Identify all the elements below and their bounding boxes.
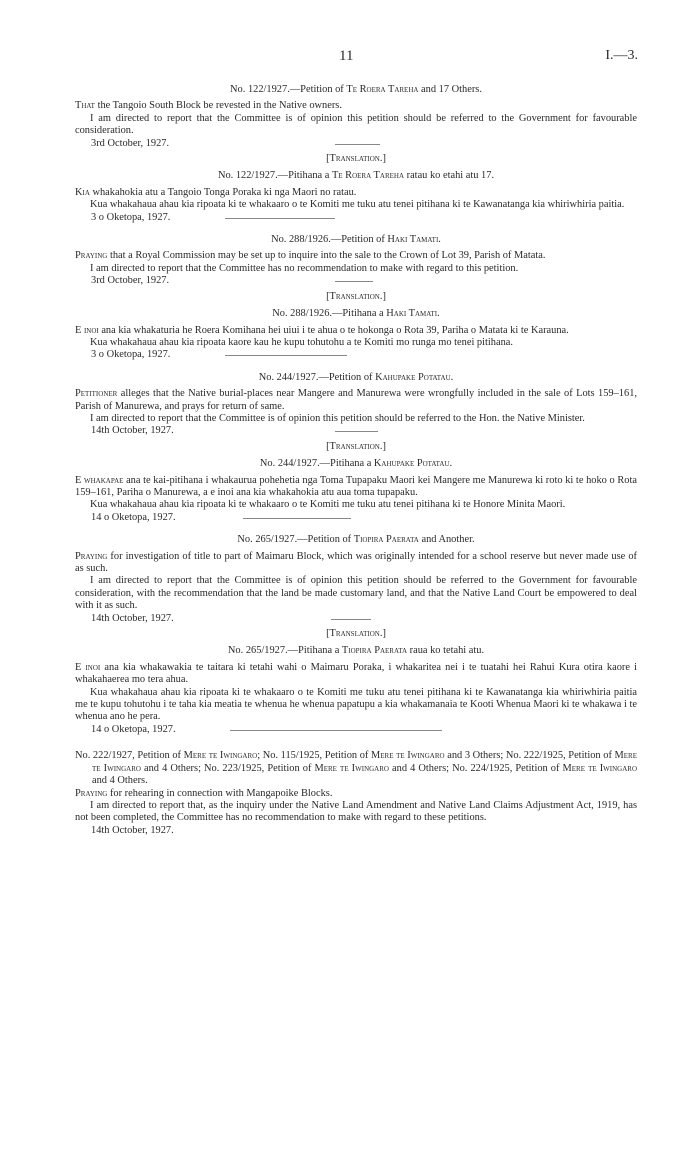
petition-title: No. 288/1926.—Petition of Haki Tamati. <box>271 234 441 246</box>
petition-prayer: Praying for rehearing in connection with Mangapoike Blocks. <box>75 787 333 799</box>
report-date: 14th October, 1927. <box>91 824 174 836</box>
committee-report: I am directed to report that the Committee is of opinion this petition should be referred to the Government for favourable consideration, with the recommendation that the land be made customary land, and that the Native Land Court be empowered to deal with it as such. <box>75 575 637 612</box>
report-date: 14th October, 1927. <box>75 425 637 437</box>
spacer <box>75 224 637 234</box>
translation-label: [Translation.] <box>326 153 386 165</box>
spacer <box>75 736 637 750</box>
petition-prayer: E whakapae ana te kai-pitihana i whakaurua pohehetia nga Toma Tupapaku Maori kei Mangere me Manurewa ki roto ki te hoko o Rota 159–161, Pariha o Manurewa, a e inoi ana kia whakahokia atu aua toma tupapaku. <box>75 474 637 498</box>
divider-rule <box>335 281 373 282</box>
petition-244-1927 <box>75 372 637 438</box>
report-date: 14 o Oketopa, 1927. <box>75 512 637 524</box>
translation-244-1927 <box>75 441 637 524</box>
divider-rule <box>225 355 347 356</box>
petition-prayer: E inoi ana kia whakawakia te taitara ki tetahi wahi o Maimaru Poraka, i whakaritea nei i te tuatahi hei Rahui Kura otira kaore i whakahaerea mo tera ahua. <box>75 661 637 686</box>
petition-title: No. 265/1927.—Petition of Tiopira Paerata and Another. <box>237 534 475 546</box>
page-header <box>0 50 700 70</box>
committee-report: Kua whakahaua ahau kia ripoata kaore kau he kupu tohutohu a te Komiti mo runga mo tenei pitihana. <box>90 336 513 348</box>
report-date: 3rd October, 1927. <box>75 275 637 287</box>
report-date: 3rd October, 1927. <box>75 138 637 150</box>
divider-rule <box>230 730 442 731</box>
committee-report: I am directed to report that the Committee is of opinion this petition should be referred to the Hon. the Native Minister. <box>90 412 585 424</box>
petition-122-1927 <box>75 84 637 150</box>
petition-prayer: That the Tangoio South Block be revested in the Native owners. <box>75 100 342 112</box>
report-date: 14 o Oketopa, 1927. <box>75 724 637 736</box>
committee-report: I am directed to report that the Committee has no recommendation to make with regard to this petition. <box>90 262 519 274</box>
petition-prayer: Petitioner alleges that the Native burial-places near Mangere and Manurewa were wrongfully included in the sale of Lots 159–161, Parish of Manurewa, and prays for return of same. <box>75 388 637 412</box>
translation-122-1927 <box>75 153 637 224</box>
translation-label: [Translation.] <box>326 628 386 640</box>
divider-rule <box>331 619 371 620</box>
translation-288-1926 <box>75 291 637 362</box>
report-date: 3 o Oketopa, 1927. <box>75 212 637 224</box>
divider-rule <box>225 218 335 219</box>
report-date: 3 o Oketopa, 1927. <box>75 349 637 361</box>
committee-report: Kua whakahaua ahau kia ripoata ki te whakaaro o te Komiti me tuku atu tenei pitihana ki te Kawanatanga kia whiriwhiria paitia. <box>90 199 625 211</box>
divider-rule <box>335 431 378 432</box>
translation-label: [Translation.] <box>326 290 386 302</box>
petitions-body <box>75 84 637 837</box>
petition-prayer: E inoi ana kia whakaturia he Roera Komihana hei uiui i te ahua o te hokonga o Rota 39, Pariha o Matata ki te Karauna. <box>75 324 569 336</box>
petition-prayer: Praying for investigation of title to part of Maimaru Block, which was originally intended for a school reserve but never made use of as such. <box>75 550 637 574</box>
petition-title: No. 265/1927.—Pitihana a Tiopira Paerata raua ko tetahi atu. <box>227 645 485 657</box>
petition-title: No. 222/1927, Petition of Mere te Iwingaro; No. 115/1925, Petition of Mere te Iwingaro and 3 Others; No. 222/1925, Petition of Mere te Iwingaro and 4 Others; No. 223/1925, Petition of Mere te Iwingaro and 4 Others; No. 224/1925, Petition of Mere te Iwingaro and 4 Others. <box>75 750 638 787</box>
page-number: 11 <box>339 48 354 64</box>
petition-288-1926 <box>75 234 637 288</box>
report-date: 14th October, 1927. <box>75 613 637 625</box>
petition-265-1927 <box>75 534 637 625</box>
spacer <box>75 524 637 534</box>
petition-prayer: Praying that a Royal Commission may be set up to inquire into the sale to the Crown of Lot 39, Parish of Matata. <box>75 250 546 262</box>
petitions-mere-te-iwingaro <box>75 750 637 837</box>
petition-title: No. 288/1926.—Pitihana a Haki Tamati. <box>272 308 440 320</box>
committee-report: I am directed to report that, as the inquiry under the Native Land Amendment and Native Land Claims Adjustment Act, 1919, has not been completed, the Committee has no recommendation to make with regard to these petitions. <box>75 799 637 824</box>
translation-265-1927 <box>75 628 637 736</box>
divider-rule <box>335 144 380 145</box>
committee-report: Kua whakahaua ahau kia ripoata ki te whakaaro o te Komiti me tuku atu tenei pitihana ki te Kawanatanga kia whiriwhiria paitia me te kupu tohutohu i te taha kia meatia te whenua he whenua papatupu a kia whakamanaia te Kooti Whenua Maori ki te whakawa i te whenua ano he pera. <box>75 686 637 723</box>
committee-report: I am directed to report that the Committee is of opinion this petition should be referred to the Government for favourable consideration. <box>75 112 637 137</box>
petition-title: No. 122/1927.—Pitihana a Te Roera Tareha ratau ko etahi atu 17. <box>217 170 495 182</box>
petition-prayer: Kia whakahokia atu a Tangoio Tonga Poraka ki nga Maori no ratau. <box>75 186 357 198</box>
committee-report: Kua whakahaua ahau kia ripoata ki te whakaaro o te Komiti me tuku atu tenei pitihana ki te Honore Minita Maori. <box>90 499 566 511</box>
petition-title: No. 244/1927.—Petition of Kahupake Potatau. <box>258 371 454 383</box>
spacer <box>75 362 637 372</box>
divider-rule <box>243 518 351 519</box>
paper-reference: I.—3. <box>605 48 638 63</box>
translation-label: [Translation.] <box>326 440 386 452</box>
petition-title: No. 122/1927.—Petition of Te Roera Tareha and 17 Others. <box>230 84 482 95</box>
petition-title: No. 244/1927.—Pitihana a Kahupake Potatau. <box>259 458 453 470</box>
